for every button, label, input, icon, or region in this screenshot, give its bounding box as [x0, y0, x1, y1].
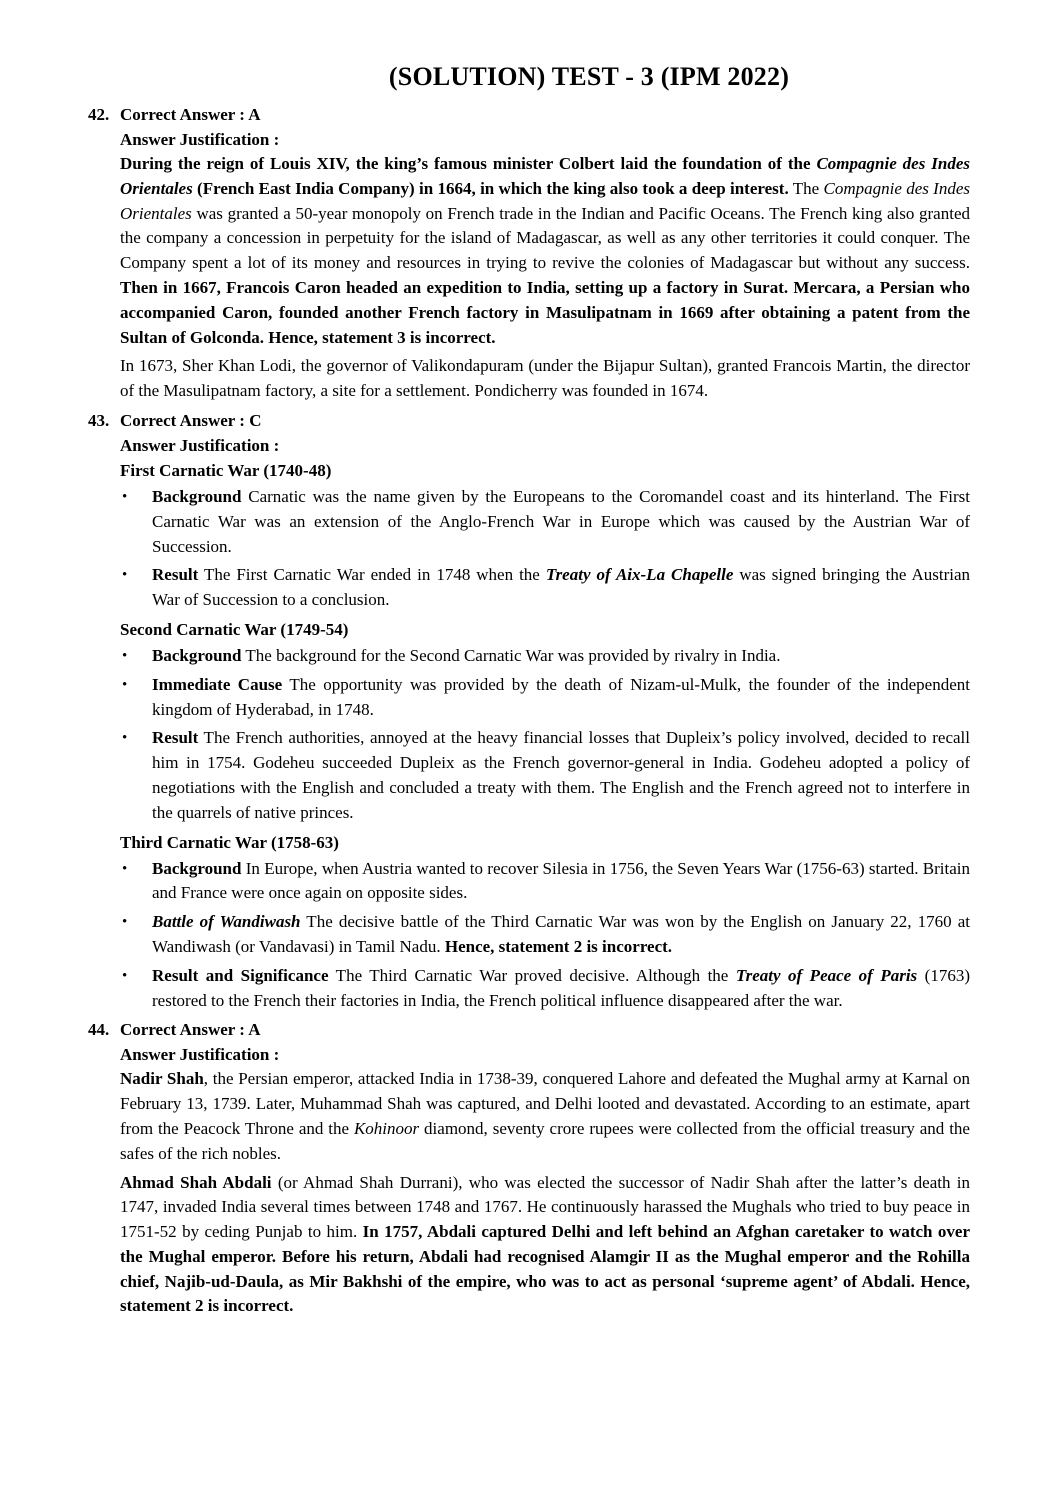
bullet-icon: • [122, 730, 128, 747]
bullet-icon: • [122, 860, 128, 877]
question-number: 44. [88, 1020, 110, 1040]
paragraph: In 1673, Sher Khan Lodi, the governor of Valikondapuram (under the Bijapur Sultan), granted Francois Martin, the director of the Masulipatnam factory, a site for a settlement. Pondicherry was founded in 1674. [120, 356, 970, 401]
correct-answer: Correct Answer : C [120, 410, 262, 430]
bullet-icon: • [122, 488, 128, 505]
bullet-icon: • [122, 676, 128, 693]
answer-heading [88, 102, 970, 127]
list-item: • Background Carnatic was the name given by the Europeans to the Coromandel coast and its hinterland. The First Carnatic War was an extension of the Anglo-French War in Europe which was caused by the Austrian War of Succession. [122, 486, 970, 556]
bullet-icon: • [122, 567, 128, 584]
question-number: 43. [88, 410, 110, 430]
list-item: • Background In Europe, when Austria wanted to recover Silesia in 1756, the Seven Years War (1756-63) started. Britain and France were once again on opposite sides. [122, 858, 970, 903]
section-heading: Second Carnatic War (1749-54) [120, 619, 349, 639]
bullet-list [120, 857, 970, 1014]
section-heading: First Carnatic War (1740-48) [120, 460, 332, 480]
list-item: • Result The First Carnatic War ended in 1748 when the Treaty of Aix-La Chapelle was signed bringing the Austrian War of Succession to a conclusion. [122, 565, 971, 610]
section-heading: Third Carnatic War (1758-63) [120, 832, 339, 852]
list-item: • Result The French authorities, annoyed at the heavy financial losses that Dupleix’s policy involved, decided to recall him in 1754. Godeheu succeeded Dupleix as the French governor-general in India. Godeheu adopted a policy of negotiations with the English and concluded a treaty with them. The English and the French agreed not to interfere in the quarrels of native princes. [122, 728, 970, 822]
justification-label: Answer Justification : [120, 130, 280, 149]
document-page [88, 62, 970, 1323]
correct-answer: Correct Answer : A [120, 1020, 261, 1040]
answer-heading [88, 1017, 970, 1042]
justification-label: Answer Justification : [120, 1045, 280, 1065]
justification-label: Answer Justification : [120, 435, 280, 455]
paragraph: Nadir Shah, the Persian emperor, attacked India in 1738-39, conquered Lahore and defeated the Mughal army at Karnal on February 13, 1739. Later, Muhammad Shah was captured, and Delhi looted and devastated. According to an estimate, apart from the Peacock Throne and the Kohinoor diamond, seventy crore rupees were collected from the official treasury and the safes of the rich nobles. [120, 1069, 971, 1163]
bullet-icon: • [122, 967, 128, 984]
list-item: • Immediate Cause The opportunity was provided by the death of Nizam-ul-Mulk, the founder of the independent kingdom of Hyderabad, in 1748. [122, 674, 970, 719]
list-item: • Background The background for the Second Carnatic War was provided by rivalry in India. [120, 644, 970, 669]
correct-answer: Correct Answer : A [120, 105, 261, 124]
list-item: • Result and Significance The Third Carnatic War proved decisive. Although the Treaty of Peace of Paris (1763) restored to the French their factories in India, the French political influence disappeared after the war. [122, 965, 970, 1010]
bullet-icon: • [122, 647, 128, 664]
paragraph: During the reign of Louis XIV, the king’s famous minister Colbert laid the foundation of the Compagnie des Indes Orientales (French East India Company) in 1664, in which the king also took a deep interest. The Compagnie des Indes Orientales was granted a 50-year monopoly on French trade in the Indian and Pacific Oceans. The French king also granted the company a concession in perpetuity for the island of Madagascar, as well as any other territories it could conquer. The Company spent a lot of its money and resources in trying to revive the colonies of Madagascar but without any success. Then in 1667, Francois Caron headed an expedition to India, setting up a factory in Surat. Mercara, a Persian who accompanied Caron, founded another French factory in Masulipatnam in 1669 after obtaining a patent from the Sultan of Golconda. Hence, statement 3 is incorrect. [120, 154, 970, 347]
question-44 [88, 1017, 970, 1319]
bullet-list [120, 485, 970, 613]
paragraph: Ahmad Shah Abdali (or Ahmad Shah Durrani), who was elected the successor of Nadir Shah after the latter’s death in 1747, invaded India several times between 1748 and 1767. He continuously harassed the Mughals who tried to buy peace in 1751-52 by ceding Punjab to him. In 1757, Abdali captured Delhi and left behind an Afghan caretaker to watch over the Mughal emperor. Before his return, Abdali had recognised Alamgir II as the Mughal emperor and the Rohilla chief, Najib-ud-Daula, as Mir Bakhshi of the empire, who was to act as personal ‘supreme agent’ of Abdali. Hence, statement 2 is incorrect. [120, 1172, 970, 1316]
page-title: (SOLUTION) TEST - 3 (IPM 2022) [388, 62, 790, 91]
question-number: 42. [88, 105, 110, 124]
list-item: • Battle of Wandiwash The decisive battle of the Third Carnatic War was won by the English on January 22, 1760 at Wandiwash (or Vandavasi) in Tamil Nadu. Hence, statement 2 is incorrect. [122, 912, 970, 956]
question-43 [88, 408, 970, 1013]
answer-heading [88, 408, 970, 433]
question-42 [88, 102, 970, 404]
bullet-icon: • [122, 914, 128, 931]
bullet-list [120, 644, 970, 826]
